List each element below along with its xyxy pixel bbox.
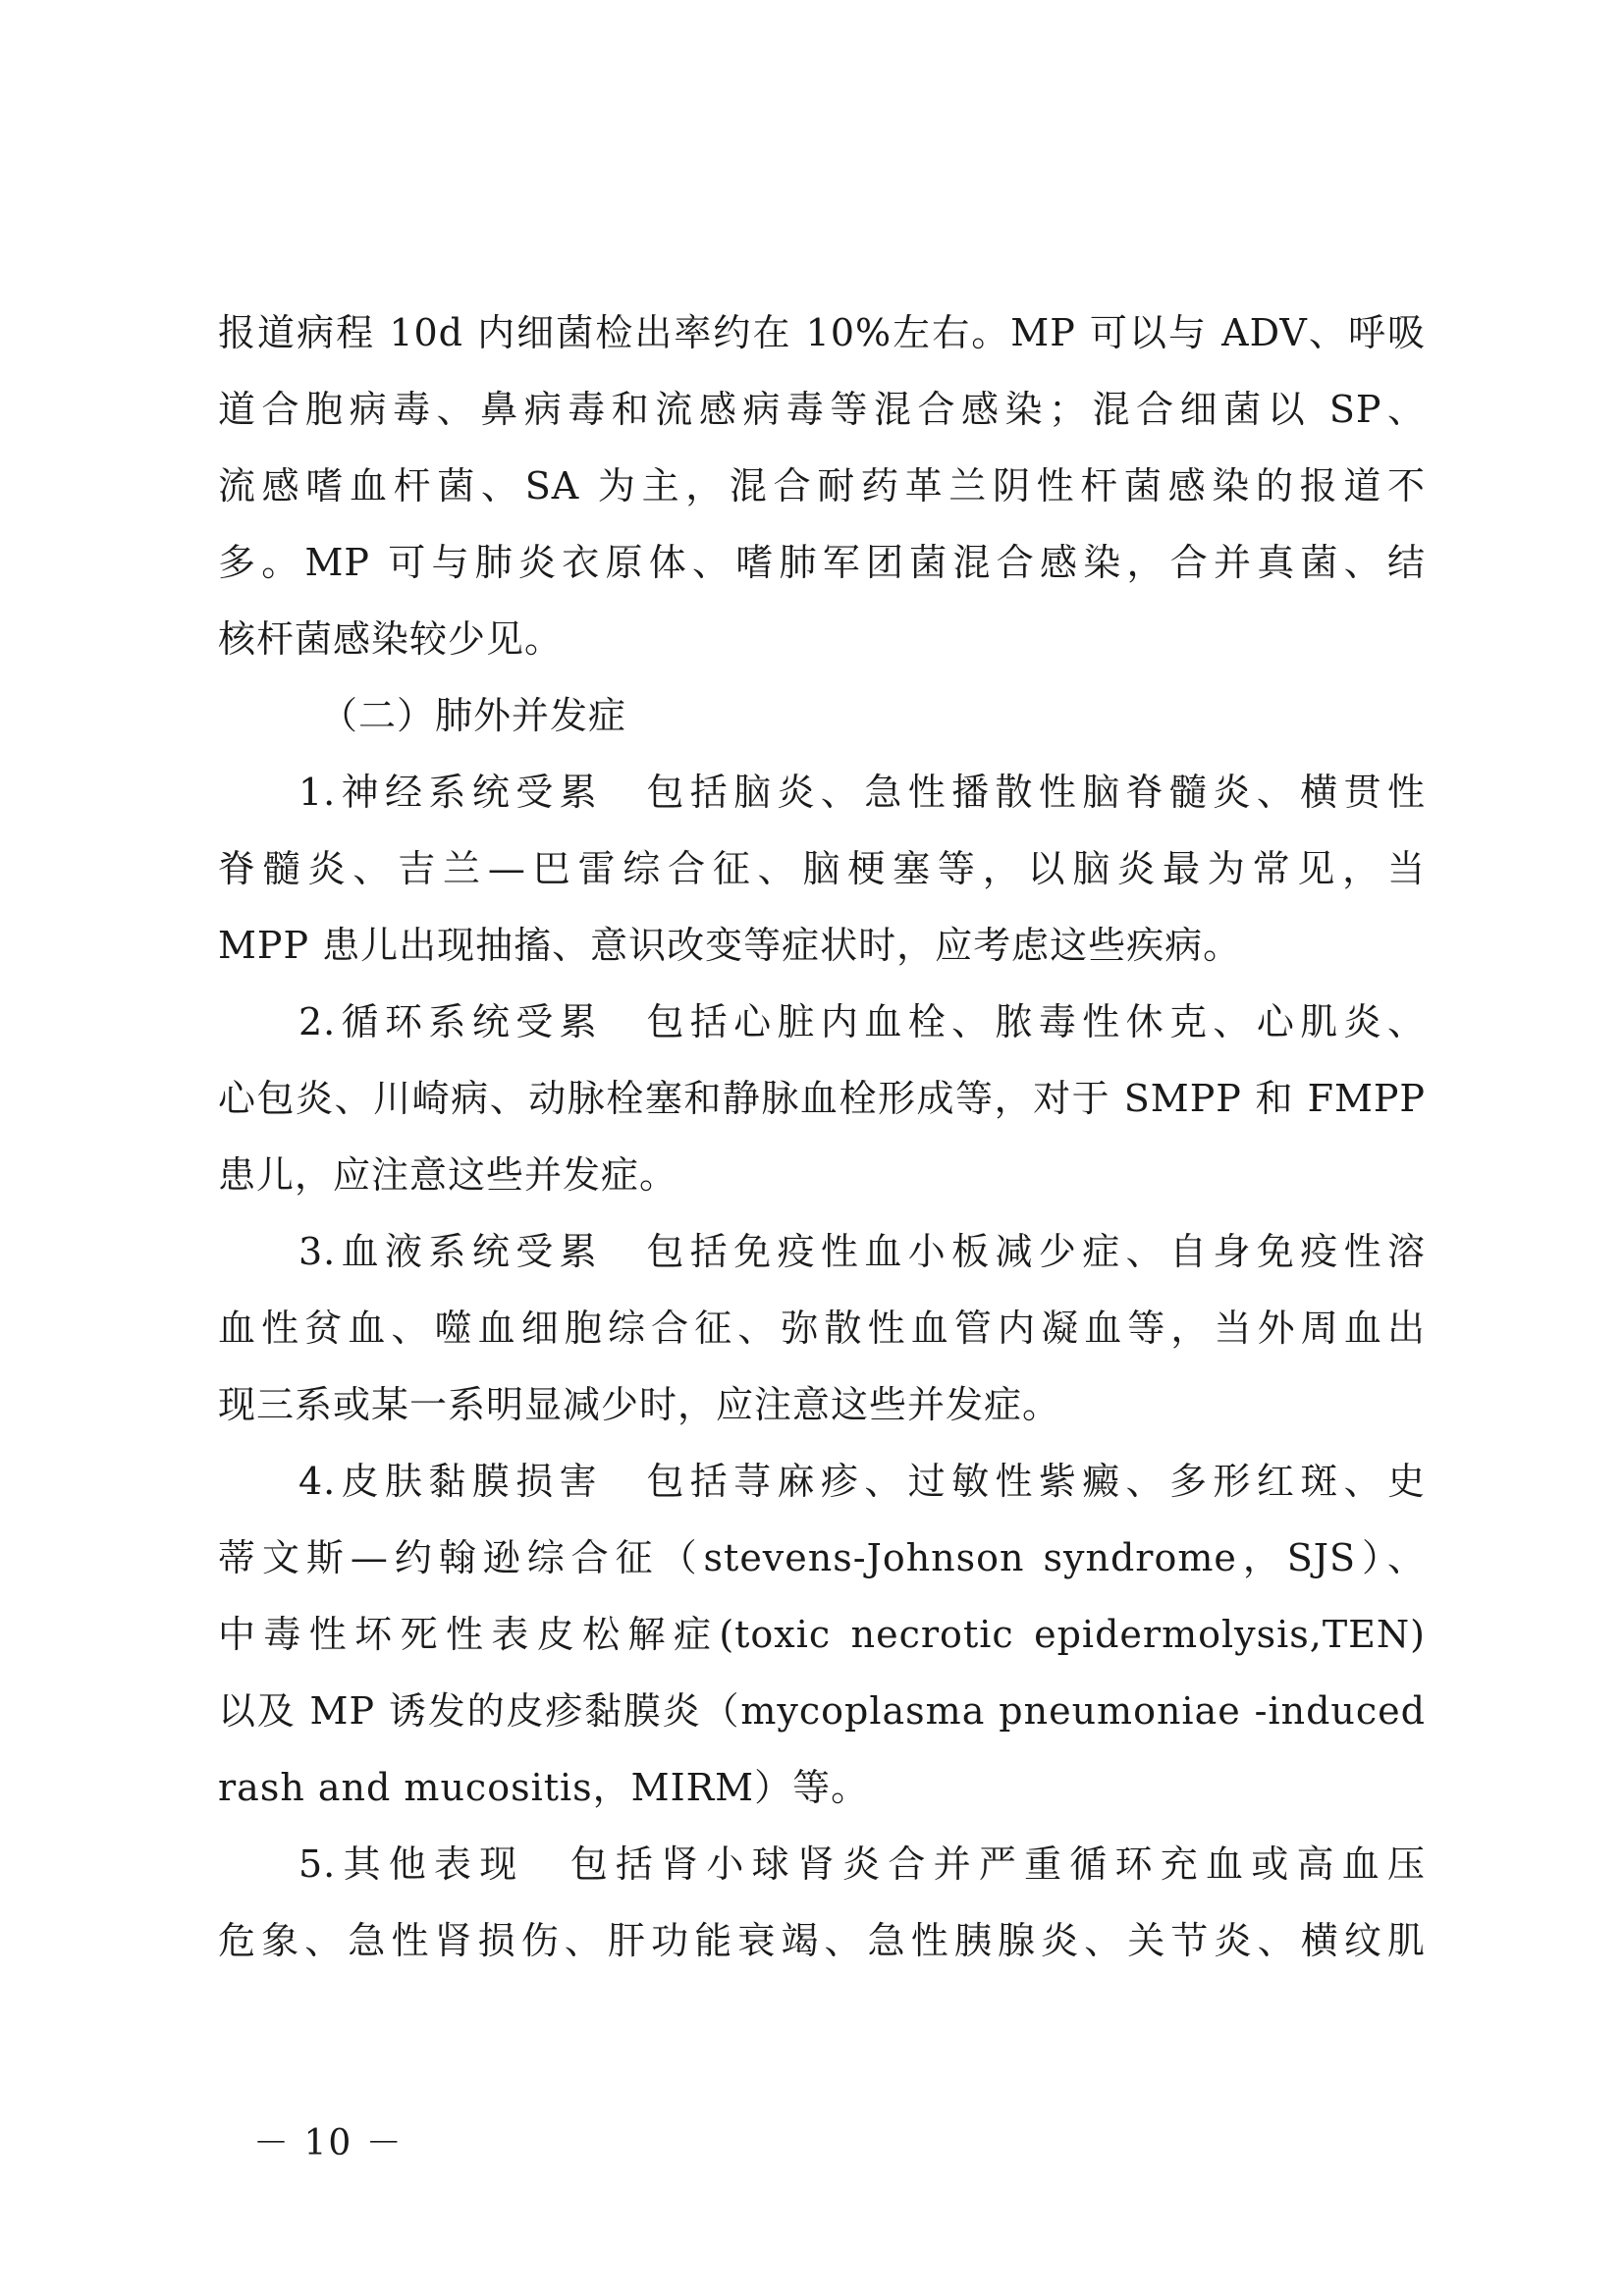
paragraph-bacterial-coinfection xyxy=(218,294,1426,677)
text-line: 现三系或某一系明显减少时，应注意这些并发症。 xyxy=(218,1383,1061,1426)
page-number: － 10 － xyxy=(253,2123,404,2163)
text-line: 脊髓炎、吉兰—巴雷综合征、脑梗塞等，以脑炎最为常见，当 xyxy=(218,847,1426,890)
text-line: 蒂文斯—约翰逊综合征（stevens-Johnson syndrome，SJS）、 xyxy=(218,1536,1426,1579)
text-line: 以及 MP 诱发的皮疹黏膜炎（mycoplasma pneumoniae -induced xyxy=(218,1689,1426,1733)
list-item-skin-mucosa xyxy=(218,1443,1426,1826)
text-line: 患儿，应注意这些并发症。 xyxy=(218,1153,678,1197)
text-line: 心包炎、川崎病、动脉栓塞和静脉血栓形成等，对于 SMPP 和 FMPP xyxy=(218,1077,1426,1120)
list-item-blood-system xyxy=(218,1213,1426,1443)
text-line: 4.皮肤黏膜损害 包括荨麻疹、过敏性紫癜、多形红斑、史 xyxy=(298,1460,1426,1503)
section-heading xyxy=(218,677,1426,754)
text-line: 5.其他表现 包括肾小球肾炎合并严重循环充血或高血压 xyxy=(298,1842,1426,1886)
text-line: 3.血液系统受累 包括免疫性血小板减少症、自身免疫性溶 xyxy=(298,1230,1426,1273)
text-line: 中毒性坏死性表皮松解症(toxic necrotic epidermolysis,TEN) xyxy=(218,1613,1426,1656)
text-line: 危象、急性肾损伤、肝功能衰竭、急性胰腺炎、关节炎、横纹肌 xyxy=(218,1919,1426,1962)
heading-text: （二）肺外并发症 xyxy=(320,694,627,737)
text-line: 报道病程 10d 内细菌检出率约在 10%左右。MP 可以与 ADV、呼吸 xyxy=(218,311,1426,354)
text-line: MPP 患儿出现抽搐、意识改变等症状时，应考虑这些疾病。 xyxy=(218,924,1242,967)
list-item-circulatory-system xyxy=(218,984,1426,1213)
list-item-other-manifestations xyxy=(218,1826,1426,1979)
body-text xyxy=(218,294,1426,1979)
text-line: 流感嗜血杆菌、SA 为主，混合耐药革兰阴性杆菌感染的报道不 xyxy=(218,464,1426,507)
text-line: 道合胞病毒、鼻病毒和流感病毒等混合感染；混合细菌以 SP、 xyxy=(218,388,1426,431)
text-line: 多。MP 可与肺炎衣原体、嗜肺军团菌混合感染，合并真菌、结 xyxy=(218,541,1426,584)
text-line: 核杆菌感染较少见。 xyxy=(218,617,564,661)
list-item-nervous-system xyxy=(218,754,1426,984)
text-line: 1.神经系统受累 包括脑炎、急性播散性脑脊髓炎、横贯性 xyxy=(298,771,1426,814)
text-line: 2.循环系统受累 包括心脏内血栓、脓毒性休克、心肌炎、 xyxy=(298,1000,1426,1043)
text-line: 血性贫血、噬血细胞综合征、弥散性血管内凝血等，当外周血出 xyxy=(218,1307,1426,1350)
text-line: rash and mucositis，MIRM）等。 xyxy=(218,1766,870,1809)
